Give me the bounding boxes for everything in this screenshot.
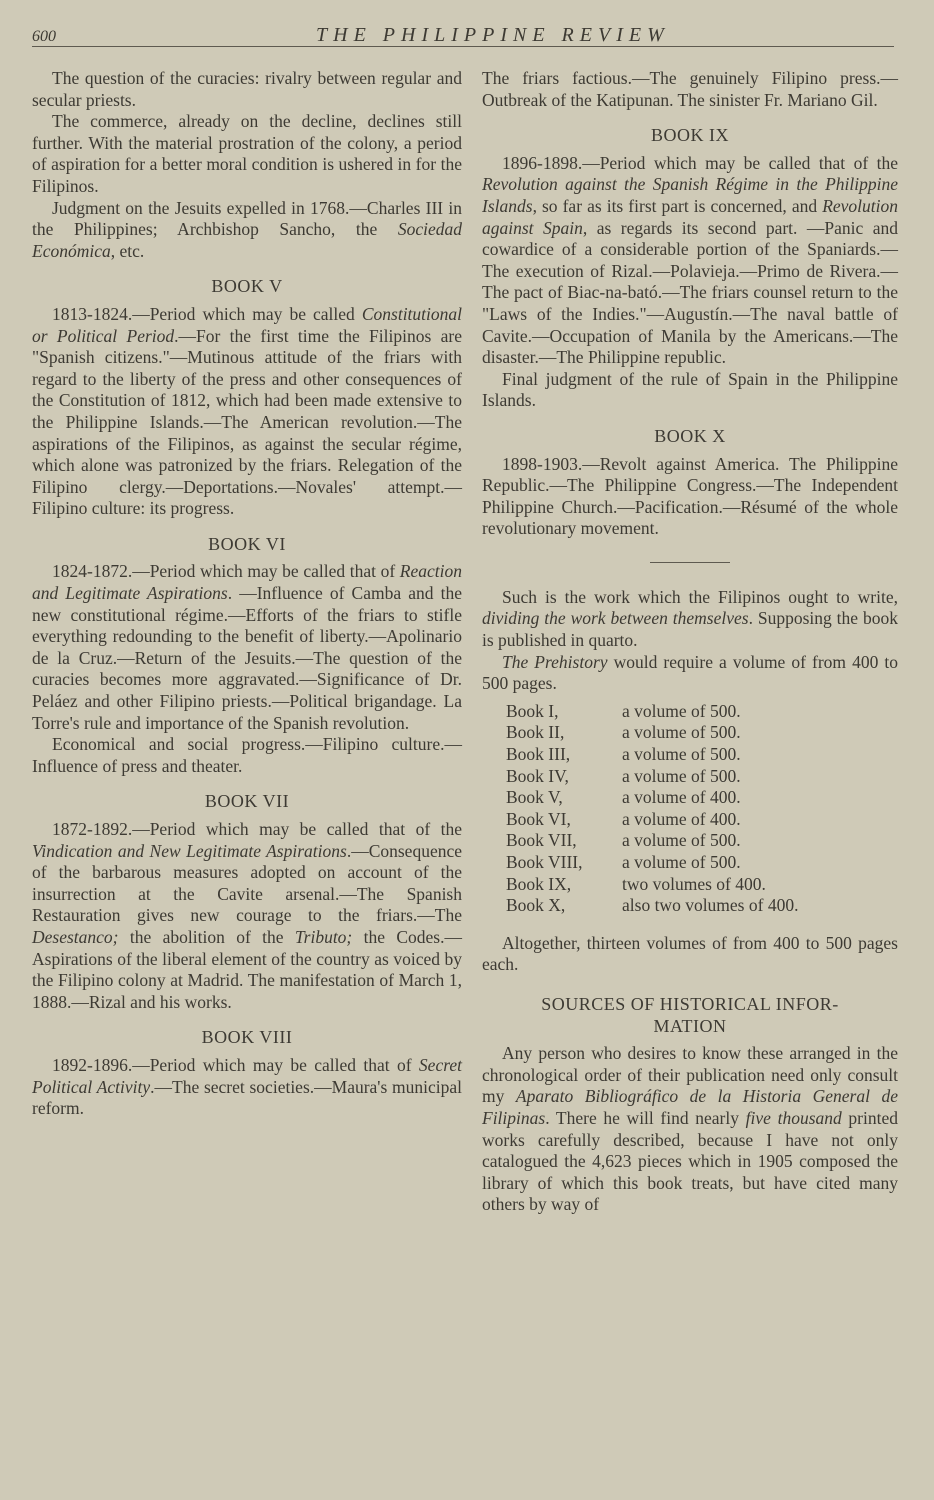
- left-column: [32, 68, 462, 1120]
- volume-size: two volumes of 400.: [622, 873, 766, 894]
- volume-size: a volume of 500.: [622, 722, 741, 743]
- paragraph: 1813-1824.—Period which may be called Constitutional or Political Period.—For the first time the Filipinos are "Spanish citizens."—Mutinous attitude of the friars with regard to the liberty of the press and other consequences of the Constitution of 1812, which had been made extensive to the Philippine Islands.—The American revolution.—The aspirations of the Filipinos, as against the secular régime, which alone was patronized by the friars. Relegation of the Filipino clergy.—Deportations.—Novales' attempt.—Filipino culture: its progress.: [32, 303, 462, 519]
- volume-row: [506, 830, 798, 852]
- running-head: [32, 14, 894, 47]
- volume-book: Book VIII,: [506, 852, 583, 872]
- volume-book: Book II,: [506, 722, 565, 743]
- volume-size: a volume of 500.: [622, 852, 741, 872]
- volume-book: Book V,: [506, 787, 563, 808]
- volume-row: [506, 787, 798, 809]
- volume-book: Book X,: [506, 895, 566, 916]
- paragraph: 1872-1892.—Period which may be called that of the Vindication and New Legitimate Aspirations.—Consequence of the barbarous measures adopted on account of the insurrection at the Cavite arsenal.—The Spanish Restauration gives new courage to the friars.—The Desestanco; the abolition of the Tributo; the Codes.—Aspirations of the liberal element of the country as voiced by the Filipino colony at Madrid. The manifestation of March 1, 1888.—Rizal and his works.: [32, 819, 462, 1012]
- volume-row: [506, 766, 798, 788]
- volume-row: [506, 874, 798, 896]
- section-heading: SOURCES OF HISTORICAL INFOR- MATION: [541, 993, 839, 1036]
- paragraph: Judgment on the Jesuits expelled in 1768.—Charles III in the Philippines; Archbishop Sancho, the Sociedad Económica, etc.: [32, 197, 462, 261]
- volume-book: Book VII,: [506, 830, 577, 851]
- volume-size: a volume of 500.: [622, 744, 741, 765]
- volume-row: [506, 809, 798, 831]
- paragraph: Any person who desires to know these arranged in the chronological order of their publication need only consult my Aparato Bibliográfico de la Historia General de Filipinas. There he will find nearly five thousand printed works carefully described, because I have not only catalogued the 4,623 pieces which in 1905 composed the library of which this book treats, but have cited many others by way of: [482, 1043, 898, 1215]
- volume-size: a volume of 400.: [622, 787, 741, 808]
- volume-book: Book III,: [506, 744, 571, 765]
- volume-size: a volume of 500.: [622, 830, 741, 851]
- paragraph: Altogether, thirteen volumes of from 400 to 500 pages each.: [482, 932, 898, 975]
- volume-size: a volume of 500.: [622, 765, 741, 786]
- paragraph: Final judgment of the rule of Spain in the Philippine Islands.: [482, 368, 898, 411]
- paragraph: The question of the curacies: rivalry between regular and secular priests.: [32, 68, 462, 110]
- right-column: [482, 68, 898, 1216]
- volume-size: a volume of 500.: [622, 700, 741, 721]
- page-number: 600: [32, 28, 56, 45]
- volume-book: Book IX,: [506, 873, 572, 894]
- volume-row: [506, 701, 798, 723]
- volume-size: also two volumes of 400.: [622, 895, 799, 916]
- volume-book: Book I,: [506, 700, 559, 721]
- book-heading: BOOK IX: [651, 125, 729, 146]
- paragraph: The friars factious.—The genuinely Filipino press.—Outbreak of the Katipunan. The sinister Fr. Mariano Gil.: [482, 68, 898, 110]
- paragraph: 1896-1898.—Period which may be called that of the Revolution against the Spanish Régime in the Philippine Islands, so far as its first part is concerned, and Revolution against Spain, as regards its second part. —Panic and cowardice of a considerable portion of the Spaniards.—The execution of Rizal.—Polavieja.—Primo de Rivera.—The pact of Biac-na-bató.—The friars counsel return to the "Laws of the Indies."—Augustín.—The naval battle of Cavite.—Occupation of Manila by the Americans.—The disaster.—The Philippine republic.: [482, 152, 898, 368]
- journal-title: THE PHILIPPINE REVIEW: [316, 24, 670, 46]
- book-heading: BOOK VII: [204, 791, 290, 812]
- volume-row: [506, 744, 798, 766]
- paragraph: The commerce, already on the decline, declines still further. With the material prostration of the colony, a period of aspiration for a better moral condition is ushered in for the Filipinos.: [32, 111, 462, 196]
- paragraph: 1898-1903.—Revolt against America. The Philippine Republic.—The Philippine Congress.—The Independent Philippine Church.—Pacification.—Résumé of the whole revolutionary movement.: [482, 453, 898, 539]
- book-heading: BOOK X: [654, 425, 726, 446]
- paragraph: Such is the work which the Filipinos ought to write, dividing the work between themselves. Supposing the book is published in quarto.: [482, 586, 898, 651]
- book-heading: BOOK VI: [208, 533, 286, 554]
- volume-row: [506, 722, 798, 744]
- paragraph: The Prehistory would require a volume of from 400 to 500 pages.: [482, 651, 898, 694]
- divider: [650, 562, 730, 563]
- volume-book: Book VI,: [506, 808, 571, 829]
- book-heading: BOOK V: [211, 276, 283, 297]
- volume-row: [506, 852, 798, 874]
- paragraph: 1892-1896.—Period which may be called that of Secret Political Activity.—The secret societies.—Maura's municipal reform.: [32, 1054, 462, 1119]
- volume-row: [506, 895, 798, 917]
- book-heading: BOOK VIII: [201, 1027, 293, 1048]
- volume-table: [506, 701, 798, 917]
- paragraph: 1824-1872.—Period which may be called that of Reaction and Legitimate Aspirations. —Influence of Camba and the new constitutional régime.—Efforts of the friars to stifle everything redounding to the benefit of liberty.—Apolinario de la Cruz.—Return of the Jesuits.—The question of the curacies becomes more aggravated.—Significance of Dr. Peláez and other Filipino priests.—Political brigandage. La Torre's rule and importance of the Spanish revolution.: [32, 561, 462, 733]
- volume-book: Book IV,: [506, 765, 569, 786]
- volume-size: a volume of 400.: [622, 808, 741, 829]
- paragraph: Economical and social progress.—Filipino culture.—Influence of press and theater.: [32, 734, 462, 776]
